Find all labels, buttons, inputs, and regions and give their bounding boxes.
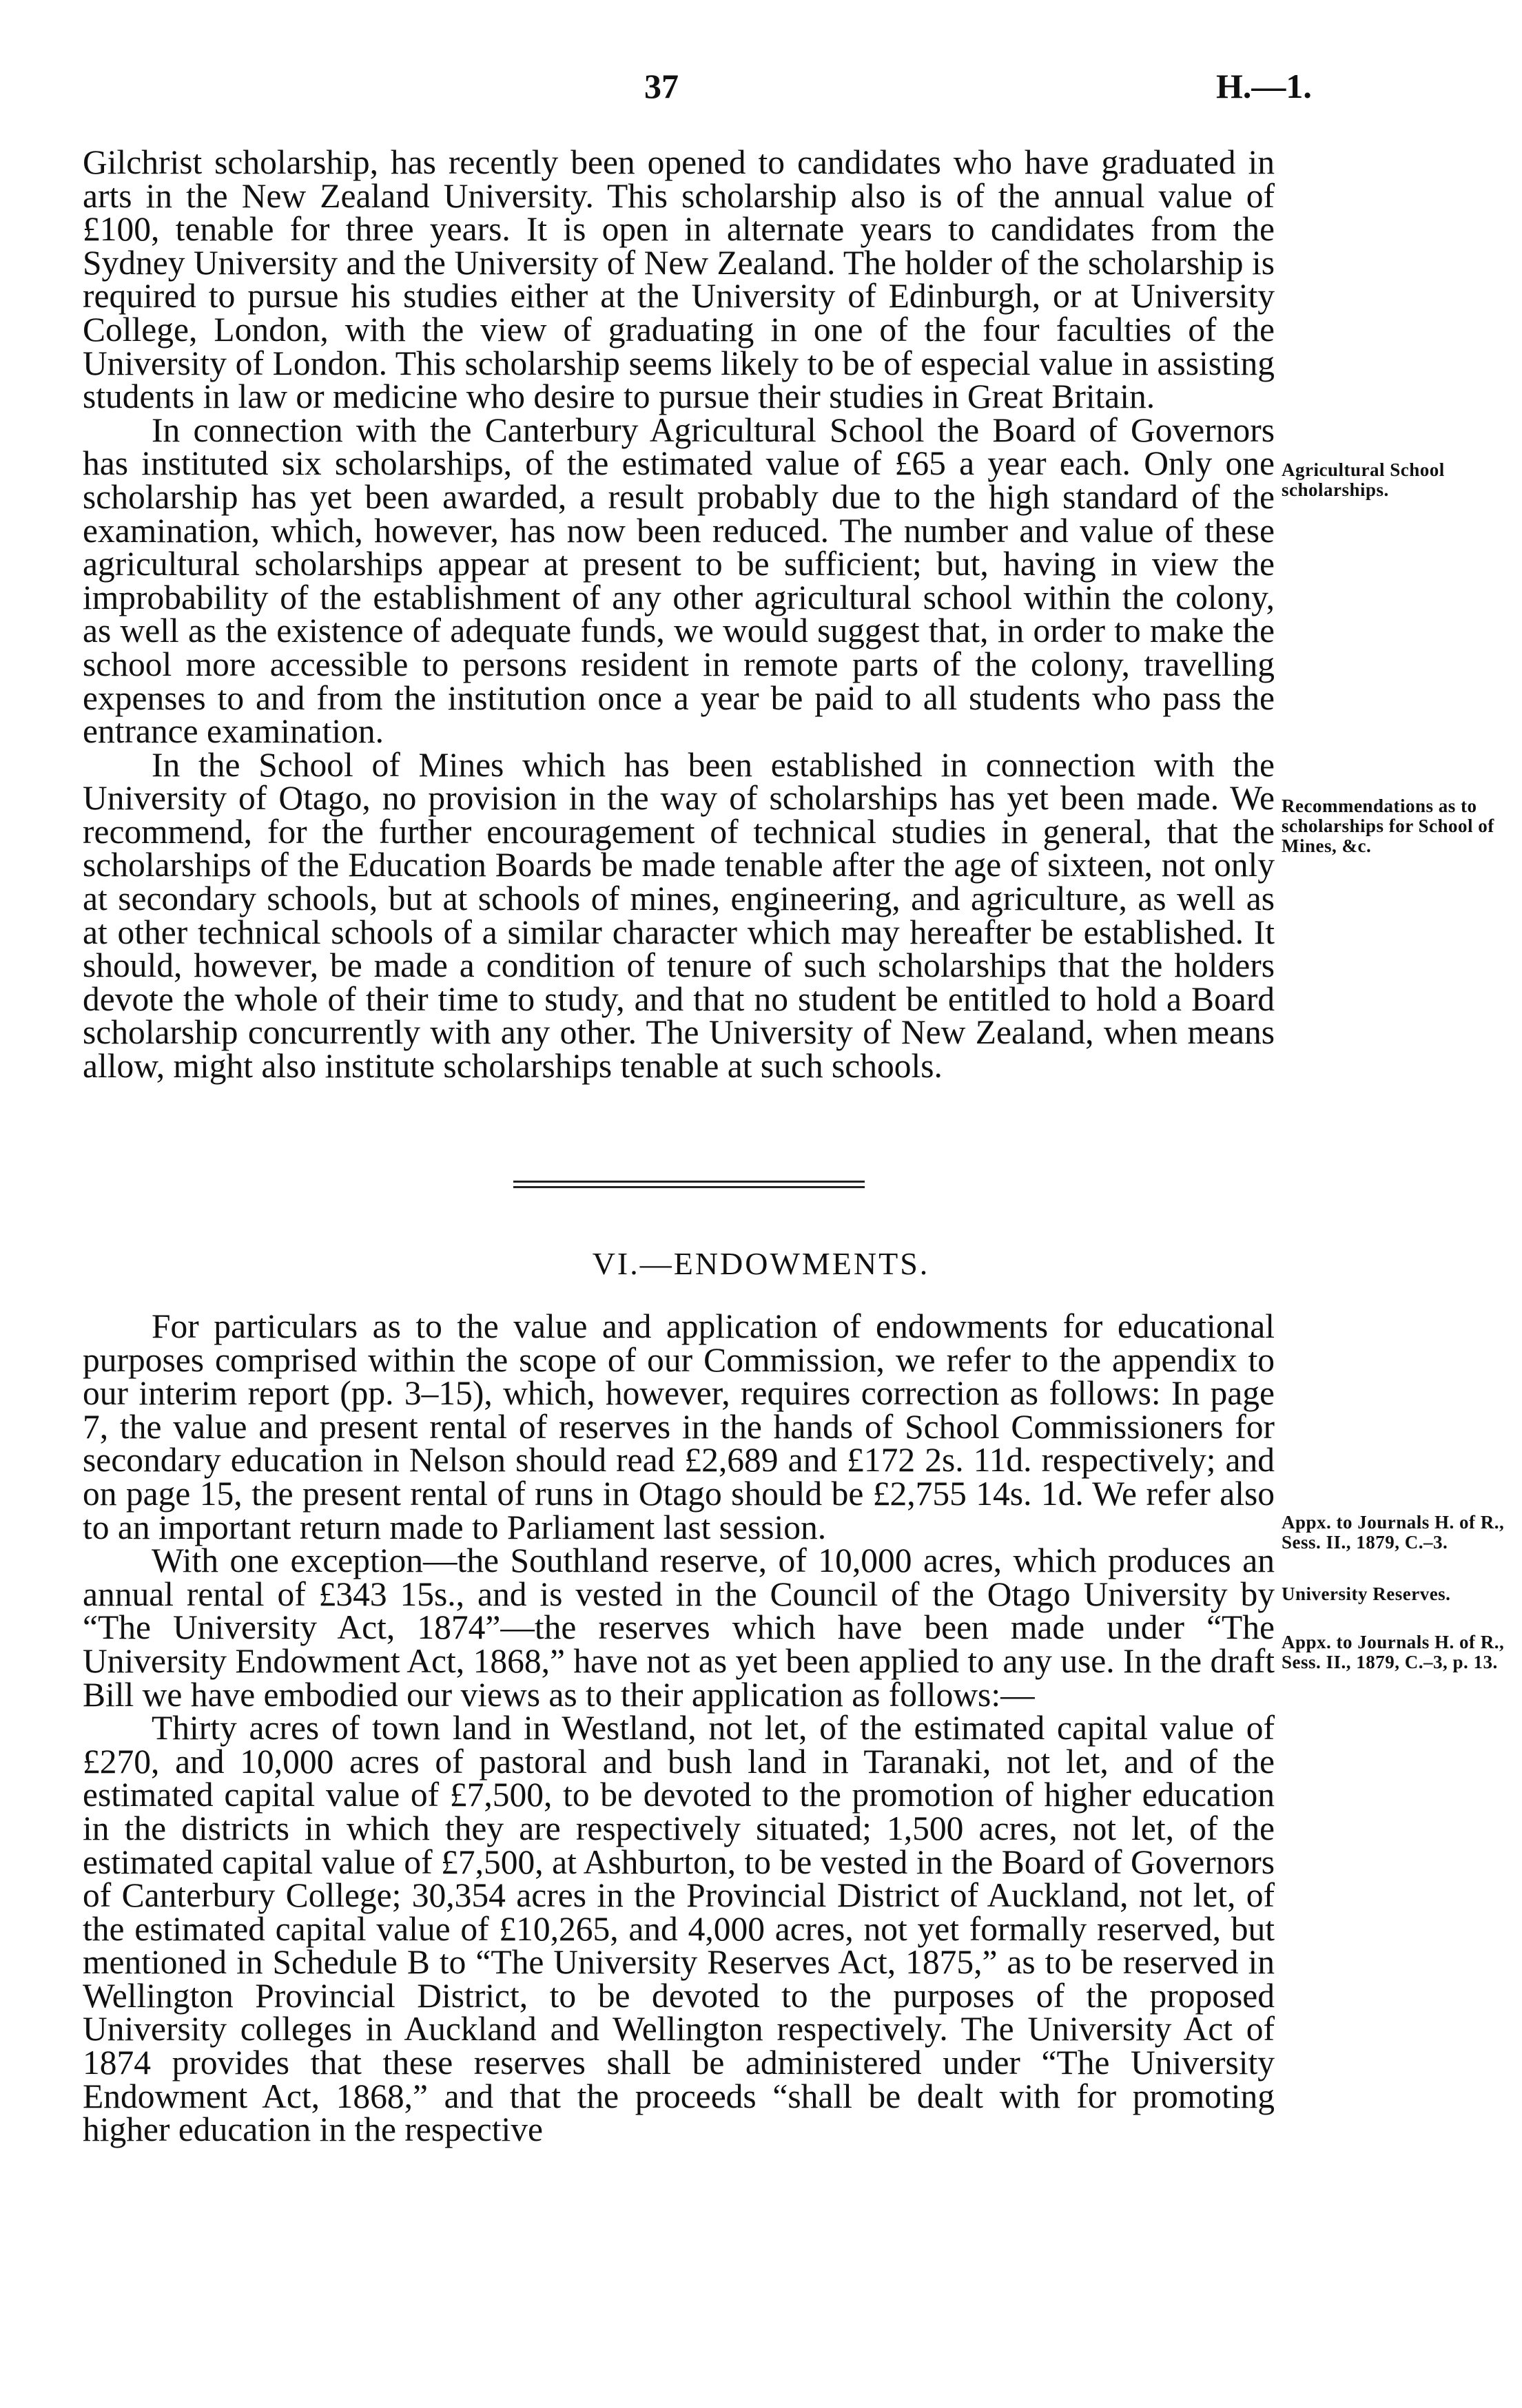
section-divider-top — [513, 1181, 865, 1183]
paragraph-agricultural-school: In connection with the Canterbury Agricultural School the Board of Governors has instituted six scholarships, of the estimated value of £65 a year each. Only one scholarship has yet been awarded, a result probably due to the high standard of the examination, which, however, has now been reduced. The number and value of these agricultural scholarships appear at present to be sufficient; but, having in view the improbability of the establishment of any other agricultural school within the colony, as well as the existence of adequate funds, we would suggest that, in order to make the school more accessible to persons resident in remote parts of the colony, travelling expenses to and from the institution once a year be paid to all students who pass the entrance examination. — [83, 411, 1275, 751]
paragraph-reserve-allocation: Thirty acres of town land in Westland, not let, of the estimated capital value of £270, and 10,000 acres of pastoral and bush land in Taranaki, not let, and of the estimated capital value of £7,500, to be devoted to the promotion of higher education in the districts in which they are respectively situated; 1,500 acres, not let, of the estimated capital value of £7,500, at Ashburton, to be vested in the Board of Governors of Canterbury College; 30,354 acres in the Provincial District of Auckland, not let, of the estimated capital value of £10,265, and 4,000 acres, not yet formally reserved, but mentioned in Schedule B to “The University Reserves Act, 1875,” as to be reserved in Wellington Provincial District, to be devoted to the purposes of the proposed University colleges in Auckland and Wellington respectively. The University Act of 1874 provides that these reserves shall be administered under “The University Endowment Act, 1868,” and that the proceeds “shall be dealt with for promoting higher education in the respective — [83, 1709, 1275, 2149]
section-v-continuation — [83, 143, 1275, 1086]
margin-note-agricultural-scholarships: Agricultural School scholarships. — [1282, 459, 1445, 500]
section-vi-body — [83, 1307, 1275, 2149]
section-divider-bottom — [513, 1186, 865, 1188]
paragraph-southland-reserve: With one exception—the Southland reserve, of 10,000 acres, which produces an annual rental of £343 15s., and is vested in the Council of the Otago University by “The University Act, 1874”—the reserves which have been made under “The University Endowment Act, 1868,” have not as yet been applied to any use. In the draft Bill we have embodied our views as to their application as follows:— — [83, 1542, 1275, 1714]
page-number: 37 — [644, 67, 679, 105]
margin-note-appendix-journals-p13: Appx. to Journals H. of R., Sess. II., 1879, C.–3, p. 13. — [1282, 1632, 1505, 1672]
section-title: VI.—ENDOWMENTS. — [592, 1246, 930, 1281]
paragraph-gilchrist-scholarship: Gilchrist scholarship, has recently been opened to candidates who have graduated in arts in the New Zealand University. This scholarship also is of the annual value of £100, tenable for three years. It is open in alternate years to candidates from the Sydney University and the University of New Zealand. The holder of the scholarship is required to pursue his studies either at the University of Edinburgh, or at University College, London, with the view of graduating in one of the four faculties of the University of London. This scholarship seems likely to be of especial value in assisting students in law or medicine who desire to pursue their studies in Great Britain. — [83, 143, 1275, 416]
paragraph-school-of-mines: In the School of Mines which has been established in connection with the University of Otago, no provision in the way of scholarships has yet been made. We recommend, for the further encouragement of technical studies in general, that the scholarships of the Education Boards be made tenable after the age of sixteen, not only at secondary schools, but at schools of mines, engineering, and agriculture, as well as at other technical schools of a similar character which may hereafter be established. It should, however, be made a condition of tenure of such scholarships that the holders devote the whole of their time to study, and that no student be entitled to hold a Board scholarship concurrently with any other. The University of New Zealand, when means allow, might also institute scholarships tenable at such schools. — [83, 745, 1275, 1086]
paragraph-endowment-particulars: For particulars as to the value and application of endowments for educational purposes comprised within the scope of our Commission, we refer to the appendix to our interim report (pp. 3–15), which, however, requires correction as follows: In page 7, the value and present rental of reserves in the hands of School Commissioners for secondary education in Nelson should read £2,689 and £172 2s. 11d. respectively; and on page 15, the present rental of runs in Otago should be £2,755 14s. 1d. We refer also to an important return made to Parliament last session. — [83, 1307, 1275, 1546]
margin-note-school-of-mines: Recommendations as to scholarships for School of Mines, &c. — [1282, 796, 1494, 856]
margin-note-university-reserves: University Reserves. — [1282, 1584, 1451, 1604]
margin-note-appendix-journals: Appx. to Journals H. of R., Sess. II., 1879, C.–3. — [1282, 1512, 1505, 1553]
report-reference: H.—1. — [1216, 67, 1312, 105]
